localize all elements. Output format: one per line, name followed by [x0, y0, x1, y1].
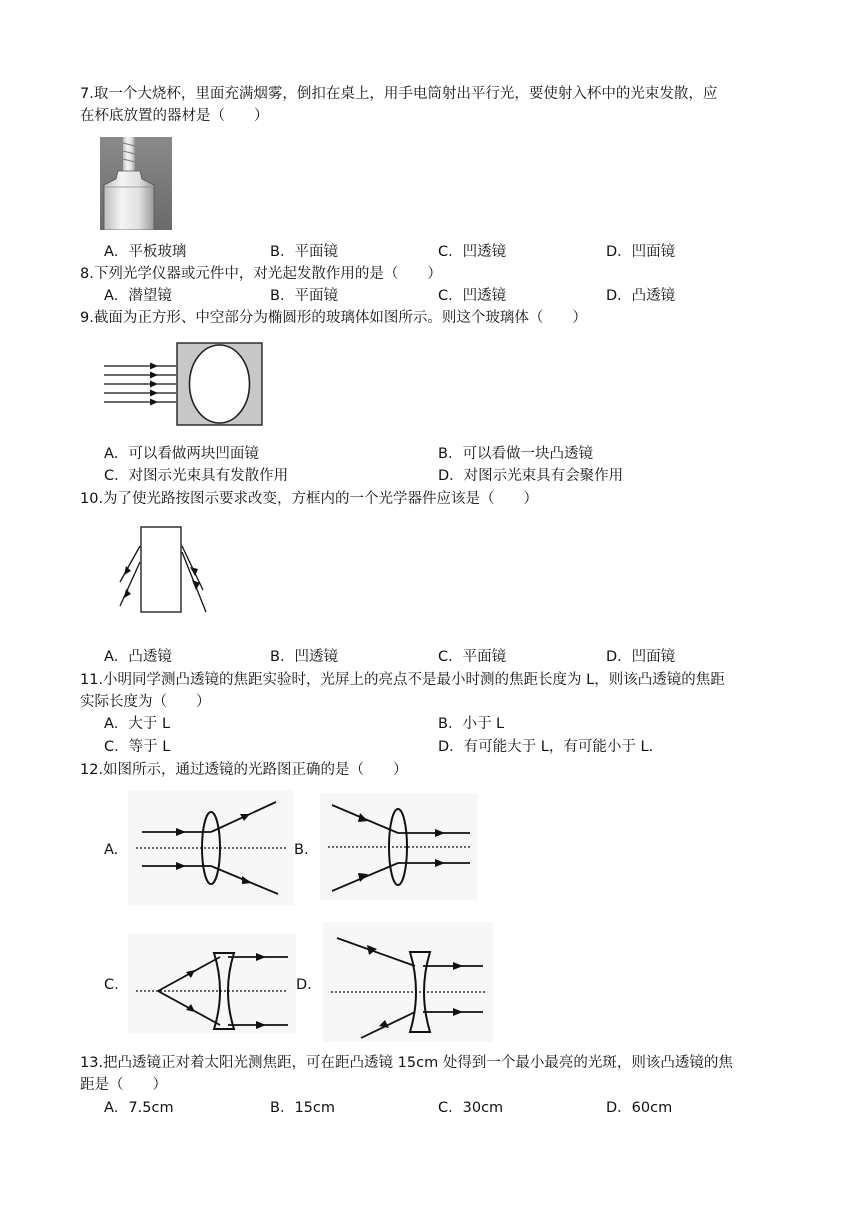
q11-option-c[interactable]: C．等于 L — [104, 739, 171, 755]
q8-stem: 8.下列光学仪器或元件中，对光起发散作用的是（ ） — [80, 266, 442, 282]
q9-option-c[interactable]: C．对图示光束具有发散作用 — [104, 468, 289, 484]
q11-option-a[interactable]: A．大于 L — [104, 716, 171, 732]
q13-option-d[interactable]: D．60cm — [606, 1100, 673, 1116]
q12-label-c[interactable]: C. — [104, 977, 119, 993]
q12-label-d[interactable]: D. — [296, 977, 312, 993]
q10-option-c[interactable]: C．平面镜 — [438, 649, 507, 665]
q12-diagram-b — [320, 793, 477, 900]
q12-label-b[interactable]: B. — [294, 842, 309, 858]
q8-option-d[interactable]: D．凸透镜 — [606, 288, 676, 304]
q13-stem-line2: 距是（ ） — [80, 1077, 167, 1093]
q13-stem-line1: 13.把凸透镜正对着太阳光测焦距，可在距凸透镜 15cm 处得到一个最小最亮的光斑，则该凸透镜的焦 — [80, 1055, 733, 1071]
q11-option-d[interactable]: D．有可能大于 L，有可能小于 L. — [438, 739, 654, 755]
q8-option-c[interactable]: C．凹透镜 — [438, 288, 507, 304]
q7-option-b[interactable]: B．平面镜 — [270, 244, 338, 260]
q10-box-figure — [110, 522, 210, 618]
q9-glass-block-figure — [100, 340, 265, 428]
q9-option-a[interactable]: A．可以看做两块凹面镜 — [104, 446, 259, 462]
q7-option-d[interactable]: D．凹面镜 — [606, 244, 676, 260]
q11-option-b[interactable]: B．小于 L — [438, 716, 505, 732]
q7-option-c[interactable]: C．凹透镜 — [438, 244, 507, 260]
q13-option-c[interactable]: C．30cm — [438, 1100, 504, 1116]
q8-option-b[interactable]: B．平面镜 — [270, 288, 338, 304]
q7-stem-line2: 在杯底放置的器材是（ ） — [80, 108, 269, 124]
q7-option-a[interactable]: A．平板玻璃 — [104, 244, 187, 260]
q10-stem: 10.为了使光路按图示要求改变，方框内的一个光学器件应该是（ ） — [80, 491, 539, 507]
q9-stem: 9.截面为正方形、中空部分为椭圆形的玻璃体如图所示。则这个玻璃体（ ） — [80, 310, 587, 326]
q7-beaker-figure — [100, 137, 172, 230]
q13-option-b[interactable]: B．15cm — [270, 1100, 335, 1116]
q10-option-b[interactable]: B．凹透镜 — [270, 649, 338, 665]
q12-label-a[interactable]: A. — [104, 842, 119, 858]
q9-option-b[interactable]: B．可以看做一块凸透镜 — [438, 446, 593, 462]
q12-diagram-d — [323, 922, 493, 1042]
q7-stem-line1: 7.取一个大烧杯，里面充满烟雾，倒扣在桌上，用手电筒射出平行光，要使射入杯中的光束发散，应 — [80, 86, 718, 102]
q11-stem-line1: 11.小明同学测凸透镜的焦距实验时，光屏上的亮点不是最小时测的焦距长度为 L，则该凸透镜的焦距 — [80, 672, 725, 688]
q11-stem-line2: 实际长度为（ ） — [80, 694, 211, 710]
q12-diagram-a — [128, 790, 294, 905]
q10-option-d[interactable]: D．凹面镜 — [606, 649, 676, 665]
q13-option-a[interactable]: A．7.5cm — [104, 1100, 174, 1116]
q12-diagram-c — [128, 933, 296, 1033]
q12-stem: 12.如图所示，通过透镜的光路图正确的是（ ） — [80, 762, 408, 778]
q9-option-d[interactable]: D．对图示光束具有会聚作用 — [438, 468, 624, 484]
q8-option-a[interactable]: A．潜望镜 — [104, 288, 172, 304]
q10-option-a[interactable]: A．凸透镜 — [104, 649, 172, 665]
